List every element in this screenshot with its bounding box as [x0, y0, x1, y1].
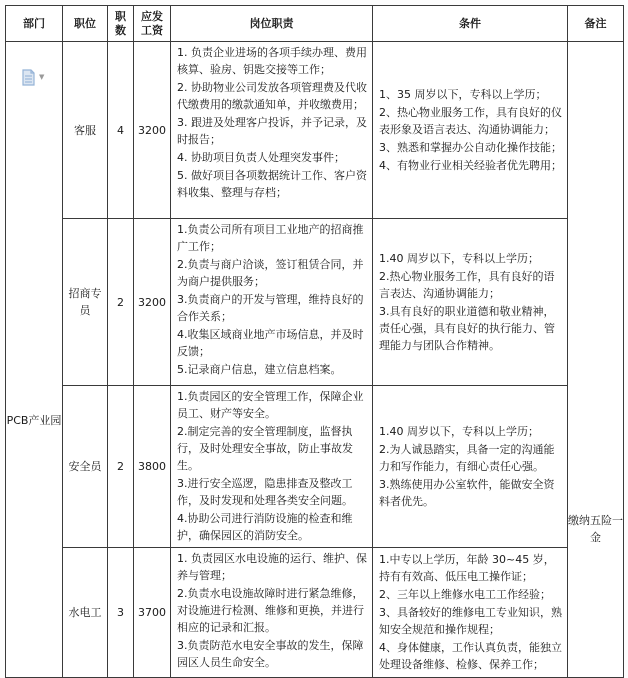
salary-cell: 3700: [134, 548, 171, 678]
salary-cell: 3200: [134, 219, 171, 386]
text-line: 2. 协助物业公司发放各项管理费及代收代缴费用的缴款通知单，并收缴费用；: [177, 81, 367, 111]
text-line: 2.负责水电设施故障时进行紧急维修，对设施进行检测、维修和更换，并进行相应的记录和汇报。: [177, 587, 364, 634]
text-line: 1. 负责园区水电设施的运行、维护、保养与管理；: [177, 552, 367, 582]
duties-cell: [171, 42, 373, 219]
document-icon-glyph: [19, 68, 38, 87]
text-line: 5. 做好项目各项数据统计工作、客户资料收集、整理与存档；: [177, 169, 367, 199]
text-line: 1.负责园区的安全管理工作，保障企业员工、财产等安全。: [177, 390, 364, 420]
text-line: 4.协助公司进行消防设施的检查和维护，确保园区的消防安全。: [177, 512, 353, 542]
chevron-down-icon: ▼: [39, 73, 45, 81]
header-department: 部门: [6, 6, 63, 42]
table-row: [6, 386, 624, 548]
count-cell: 4: [108, 42, 134, 219]
position-cell: [63, 219, 108, 386]
header-count: 职数: [108, 6, 134, 42]
text-line: 2.制定完善的安全管理制度，监督执行，及时处理安全事故，防止事故发生。: [177, 425, 353, 472]
conditions-cell: [373, 42, 568, 219]
text-line: 3、熟悉和掌握办公自动化操作技能；: [379, 140, 562, 154]
job-positions-table: [5, 5, 624, 678]
department-cell: [6, 42, 63, 678]
position-cell: [63, 42, 108, 219]
conditions-cell: [373, 219, 568, 386]
text-line: 2.为人诚恳踏实，具备一定的沟通能力和写作能力，有细心责任心强。: [379, 442, 555, 473]
text-line: 4、身体健康，工作认真负责，能独立处理设备维修、检修、保养工作；: [379, 641, 562, 671]
position-cell: [63, 548, 108, 678]
text-line: 2、热心物业服务工作，具有良好的仪表形象及语言表达、沟通协调能力；: [379, 105, 562, 136]
duties-cell: [171, 386, 373, 548]
count-cell: 2: [108, 386, 134, 548]
header-row: [6, 6, 624, 42]
table-row: [6, 219, 624, 386]
text-line: 2.负责与商户洽谈，签订租赁合同，并为商户提供服务；: [177, 258, 364, 288]
text-line: 2.热心物业服务工作，具有良好的语言表达、沟通协调能力；: [379, 269, 555, 300]
text-line: 4、有物业行业相关经验者优先聘用；: [379, 158, 562, 172]
header-note: 备注: [568, 6, 624, 42]
header-conditions: 条件: [373, 6, 568, 42]
text-line: 3.负责商户的开发与管理，维持良好的合作关系；: [177, 293, 364, 323]
position-label: 客服: [74, 123, 96, 137]
text-line: 3.具有良好的职业道德和敬业精神，责任心强，具有良好的执行能力、管理能力与团队合作精神。: [379, 304, 555, 352]
text-line: 4.收集区域商业地产市场信息，并及时反馈；: [177, 328, 364, 358]
text-line: 1.40 周岁以下，专科以上学历；: [379, 424, 539, 438]
duties-cell: [171, 548, 373, 678]
position-label: 安全员: [68, 460, 102, 473]
salary-cell: 3200: [134, 42, 171, 219]
count-cell: 2: [108, 219, 134, 386]
position-label: 招商专员: [68, 287, 102, 317]
duties-cell: [171, 219, 373, 386]
department-label: PCB产业园: [6, 414, 62, 428]
header-salary: 应发工资: [134, 6, 171, 42]
document-sheet: [5, 5, 624, 678]
text-line: 1、35 周岁以下，专科以上学历；: [379, 87, 547, 101]
text-line: 4. 协助项目负责人处理突发事件；: [177, 151, 345, 164]
text-line: 3、具备较好的维修电工专业知识，熟知安全规范和操作规程；: [379, 606, 562, 636]
table-row: [6, 548, 624, 678]
note-label: 缴纳五险一金: [568, 513, 623, 544]
text-line: 1.40 周岁以下，专科以上学历；: [379, 251, 539, 265]
salary-cell: 3800: [134, 386, 171, 548]
text-line: 3.进行安全巡逻，隐患排查及整改工作，及时发现和处理各类安全问题。: [177, 477, 353, 507]
text-line: 1.中专以上学历，年龄 30~45 岁，持有有效高、低压电工操作证；: [379, 553, 555, 583]
paste-options-icon[interactable]: [19, 68, 44, 87]
text-line: 2、三年以上维修水电工工作经验；: [379, 588, 551, 601]
text-line: 1.负责公司所有项目工业地产的招商推广工作；: [177, 223, 364, 253]
note-cell: [568, 42, 624, 678]
table-row: [6, 42, 624, 219]
text-line: 1. 负责企业进场的各项手续办理、费用核算、验房、钥匙交接等工作；: [177, 46, 367, 76]
text-line: 3. 跟进及处理客户投诉，并予记录，及时报告；: [177, 116, 367, 146]
header-position: 职位: [63, 6, 108, 42]
text-line: 3.熟练使用办公室软件，能做安全资料者优先。: [379, 477, 555, 508]
count-cell: 3: [108, 548, 134, 678]
conditions-cell: [373, 386, 568, 548]
conditions-cell: [373, 548, 568, 678]
position-label: 水电工: [68, 606, 102, 619]
text-line: 5.记录商户信息，建立信息档案。: [177, 363, 342, 376]
position-cell: [63, 386, 108, 548]
text-line: 3.负责防范水电安全事故的发生，保障园区人员生命安全。: [177, 639, 364, 669]
header-duties: 岗位职责: [171, 6, 373, 42]
